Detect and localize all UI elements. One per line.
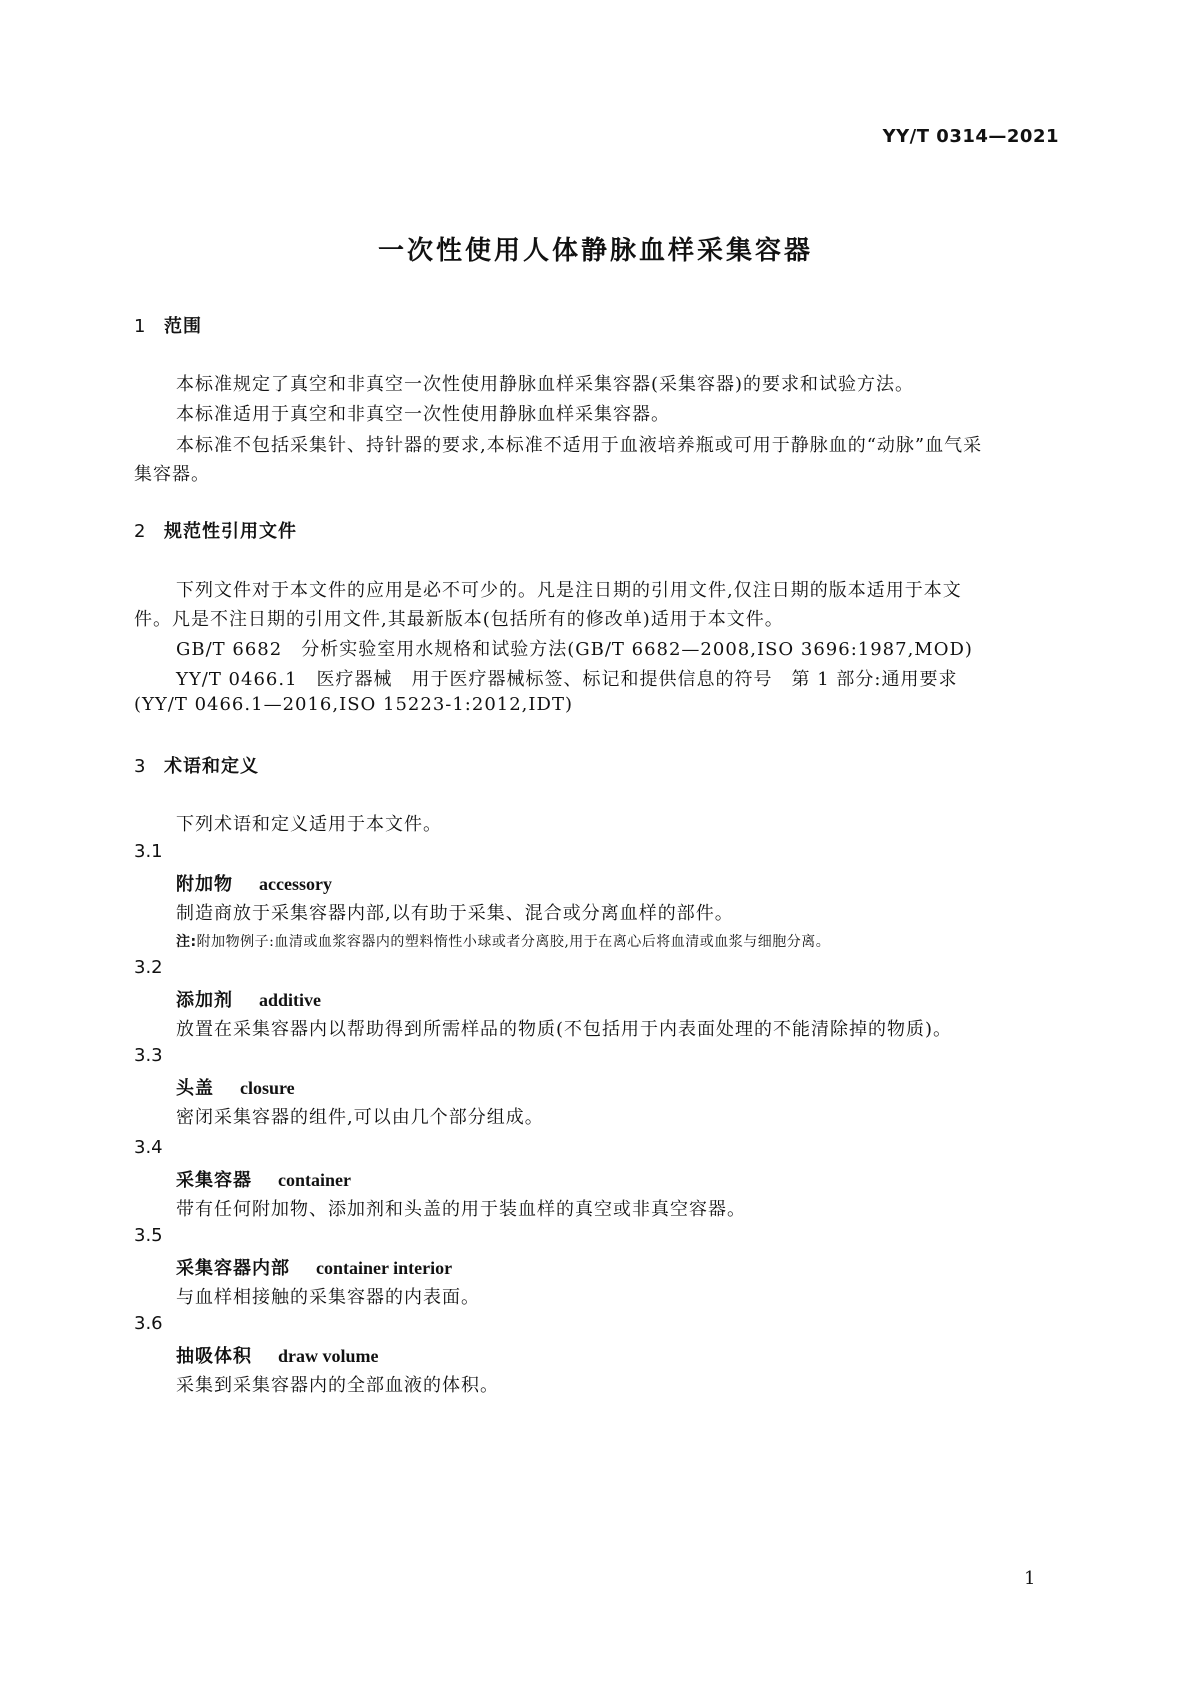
term-number: 3.5	[134, 1225, 163, 1246]
term-name-en: additive	[259, 990, 322, 1010]
term-name	[176, 986, 321, 1012]
term-name-en: container	[278, 1170, 351, 1190]
note-text: 附加物例子:血清或血浆容器内的塑料惰性小球或者分离胶,用于在离心后将血清或血浆与细胞分离。	[196, 934, 831, 950]
reference-continuation: (YY/T 0466.1—2016,ISO 15223-1:2012,IDT)	[134, 694, 573, 715]
term-name-en: draw volume	[278, 1346, 379, 1366]
section-heading-terms	[134, 752, 259, 778]
paragraph-continuation: 集容器。	[134, 464, 210, 485]
reference-yyt-0466-1: YY/T 0466.1 医疗器械 用于医疗器械标签、标记和提供信息的符号 第 1 部分:通用要求	[176, 669, 958, 690]
term-name-zh: 头盖	[176, 1078, 214, 1099]
term-name-zh: 添加剂	[176, 990, 233, 1011]
term-number: 3.6	[134, 1313, 163, 1334]
term-definition: 制造商放于采集容器内部,以有助于采集、混合或分离血样的部件。	[176, 903, 734, 924]
term-note	[176, 931, 830, 951]
paragraph-continuation: 件。凡是不注日期的引用文件,其最新版本(包括所有的修改单)适用于本文件。	[134, 609, 784, 630]
section-number: 1	[134, 316, 147, 337]
section-title: 范围	[164, 316, 202, 337]
term-name-zh: 附加物	[176, 874, 233, 895]
reference-gbt-6682: GB/T 6682 分析实验室用水规格和试验方法(GB/T 6682—2008,ISO 3696:1987,MOD)	[176, 639, 973, 660]
term-number: 3.3	[134, 1045, 163, 1066]
paragraph: 本标准适用于真空和非真空一次性使用静脉血样采集容器。	[176, 404, 670, 425]
section-title: 术语和定义	[164, 756, 259, 777]
note-label: 注:	[176, 934, 197, 950]
term-name-en: closure	[240, 1078, 295, 1098]
term-number: 3.4	[134, 1137, 163, 1158]
term-name	[176, 870, 332, 896]
section-title: 规范性引用文件	[164, 521, 297, 542]
term-name	[176, 1342, 379, 1368]
standard-code: YY/T 0314—2021	[882, 126, 1059, 147]
term-name-zh: 抽吸体积	[176, 1346, 252, 1367]
term-name-zh: 采集容器内部	[176, 1258, 290, 1279]
paragraph: 下列术语和定义适用于本文件。	[176, 814, 442, 835]
term-name-en: accessory	[259, 874, 332, 894]
section-number: 3	[134, 756, 147, 777]
term-name	[176, 1166, 351, 1192]
term-name-en: container interior	[316, 1258, 453, 1278]
section-number: 2	[134, 521, 147, 542]
paragraph: 下列文件对于本文件的应用是必不可少的。凡是注日期的引用文件,仅注日期的版本适用于本文	[176, 580, 962, 601]
section-heading-normative-references	[134, 517, 297, 543]
term-definition: 与血样相接触的采集容器的内表面。	[176, 1287, 480, 1308]
term-name	[176, 1074, 295, 1100]
term-number: 3.1	[134, 841, 163, 862]
paragraph: 本标准不包括采集针、持针器的要求,本标准不适用于血液培养瓶或可用于静脉血的“动脉”血气采	[176, 435, 983, 456]
term-name	[176, 1254, 452, 1280]
paragraph: 本标准规定了真空和非真空一次性使用静脉血样采集容器(采集容器)的要求和试验方法。	[176, 374, 915, 395]
term-definition: 采集到采集容器内的全部血液的体积。	[176, 1375, 499, 1396]
section-heading-scope	[134, 312, 202, 338]
term-definition: 带有任何附加物、添加剂和头盖的用于装血样的真空或非真空容器。	[176, 1199, 746, 1220]
term-definition: 放置在采集容器内以帮助得到所需样品的物质(不包括用于内表面处理的不能清除掉的物质)。	[176, 1019, 953, 1040]
term-definition: 密闭采集容器的组件,可以由几个部分组成。	[176, 1107, 544, 1128]
page-number: 1	[1024, 1568, 1036, 1589]
term-number: 3.2	[134, 957, 163, 978]
document-title: 一次性使用人体静脉血样采集容器	[377, 236, 813, 266]
term-name-zh: 采集容器	[176, 1170, 252, 1191]
